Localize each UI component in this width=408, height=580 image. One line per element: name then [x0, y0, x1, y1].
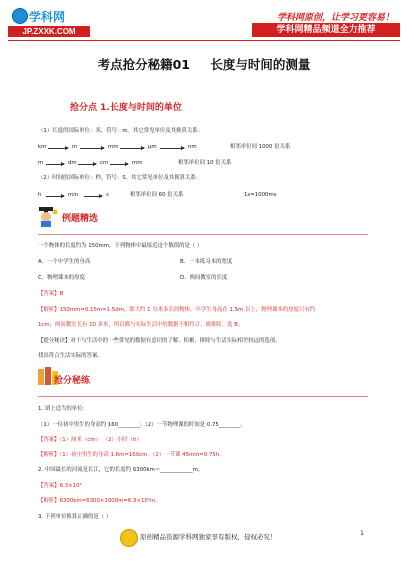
- unit-um: μm: [148, 144, 157, 150]
- unit-dm: dm: [68, 160, 77, 166]
- unit-m: m: [72, 144, 78, 150]
- row3-note: 相邻单位间 60 倍关系: [130, 192, 184, 198]
- unit-m: m: [38, 160, 44, 166]
- arrow: [160, 148, 184, 149]
- practice-ana1: 【解析】（1）初中男生的身高 1.6m=160cm。（2）一节课 45min=0.75h。: [38, 452, 225, 458]
- arrow: [84, 196, 102, 197]
- section3-heading: 抢分秘练: [54, 376, 91, 386]
- arrow: [46, 164, 64, 165]
- header-slogan: 学科网原创，让学习更容易！: [276, 13, 394, 23]
- option-a: A．一个中学生的身高: [38, 259, 91, 265]
- section1-heading: 抢分点 1.长度与时间的单位: [70, 103, 182, 113]
- section1-line2: （2）时间的国际单位：秒，符号：S。其它常见单位及其换算关系：: [38, 175, 202, 181]
- logo-url: JP.ZXXK.COM: [8, 26, 90, 37]
- arrow: [80, 148, 104, 149]
- example-analysis-2: 1cm，两间教室长有 10 多米，所以都与实际生活中的数据不相符合，故排除，选 B。: [38, 322, 244, 328]
- logo-name: 学科网: [29, 10, 66, 24]
- unit-km: km: [38, 144, 47, 150]
- arrow: [48, 148, 68, 149]
- section2-divider: [38, 234, 368, 235]
- unit-h: h: [38, 192, 42, 198]
- row1-note: 相邻单位间 1000 倍关系: [230, 144, 291, 150]
- title-right: 长度与时间的测量: [210, 57, 311, 72]
- tip-line-1: 【提分秘诀】对于与生活中的一些常见的数据有意识的了解、积累，排除与生活实际相差较远的选项，: [38, 338, 281, 344]
- logo-globe-icon: [12, 8, 28, 24]
- unit-mm: mm: [108, 144, 119, 150]
- page-number: 1: [360, 530, 364, 537]
- header-banner: 学科网精品频道全力推荐: [252, 23, 400, 37]
- section3-divider: [38, 396, 368, 397]
- header-divider: [8, 40, 400, 41]
- option-c: C．物理课本的厚度: [38, 275, 85, 281]
- option-d: D．两间教室的长度: [180, 275, 228, 281]
- arrow: [78, 164, 96, 165]
- unit-cm: cm: [100, 160, 109, 166]
- arrow: [46, 196, 64, 197]
- practice-q2: 2. 中国最长的河流是长江，它的长度约 6300km＝____________m。: [38, 467, 204, 473]
- example-question: 一个物体的长度约为 150mm，下列物体中最接近这个数值的是（ ）: [38, 243, 203, 249]
- arrow: [120, 148, 144, 149]
- practice-q1-sub: （1）一位初中男生的身高约 160________；（2）一节物理课的时间是 0.75________。: [38, 422, 246, 428]
- practice-a2: 【答案】6.3×10⁶: [38, 483, 82, 489]
- tip-line-2: 找出符合生活实际的答案。: [38, 353, 103, 359]
- unit-nm: nm: [188, 144, 197, 150]
- logo-mark: [8, 6, 90, 25]
- practice-ana2: 【解析】6300km=6300×1000m=6.3×10⁶m。: [38, 498, 161, 504]
- example-answer: 【答案】B: [38, 291, 64, 297]
- footer-copyright: 原创精品资源学科网独家享有版权，侵权必究！: [140, 533, 277, 541]
- example-analysis-1: 【解析】150mm=0.15m=1.5dm，即大约 1 分米多长的物体。中学生身高在 1.5m 以上，物理课本的厚度只有约: [38, 307, 316, 313]
- unit-s: s: [106, 192, 109, 198]
- practice-q3: 3. 下列单位换算正确的是（ ）: [38, 514, 112, 520]
- unit-min: min: [68, 192, 79, 198]
- student-mascot-icon: [36, 206, 60, 228]
- unit-mm: mm: [132, 160, 143, 166]
- page-title: [0, 55, 408, 73]
- practice-a1: 【答案】（1）厘米（cm） （2）小时（h）: [38, 437, 142, 443]
- site-logo: [8, 6, 90, 38]
- row2-note: 相邻单位间 10 倍关系: [178, 160, 232, 166]
- option-b: B．一本练习本的宽度: [180, 259, 233, 265]
- title-left: 考点抢分秘籍01: [97, 57, 191, 72]
- footer-mascot-icon: [120, 529, 138, 547]
- section1-line1: （1）长度的国际单位：米，符号：m。其它常见单位及其换算关系：: [38, 128, 204, 134]
- arrow: [110, 164, 128, 165]
- practice-q1: 1. 填上适当的单位：: [38, 406, 88, 412]
- row3-extra: 1s=1000ms: [244, 192, 277, 198]
- section2-heading: 例题精选: [62, 214, 99, 224]
